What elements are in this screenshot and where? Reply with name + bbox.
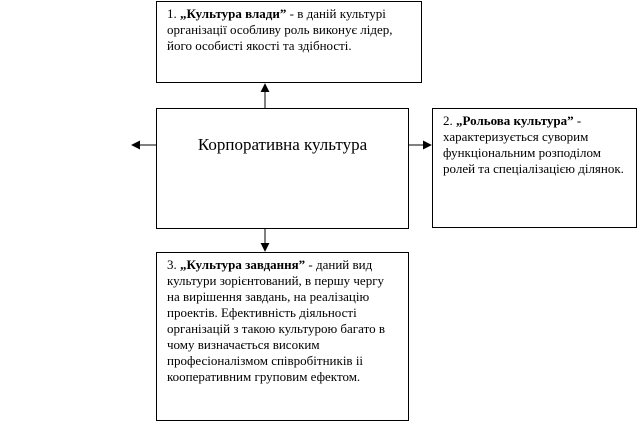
power-culture-title: „Культура влади” [180, 6, 287, 21]
power-culture-number: 1. [167, 6, 177, 21]
power-culture-box [156, 1, 422, 83]
corporate-culture-box [156, 108, 409, 229]
role-culture-text: - характеризується суворим функціональним розподілом ролей та спеціалізацією ділянок. [443, 113, 624, 176]
role-culture-box [432, 108, 637, 228]
task-culture-box [156, 252, 409, 421]
power-culture-text: - в даній культурі організації особливу роль виконує лідер, його особисті якості та здібності. [167, 6, 393, 53]
corporate-culture-label: Корпоративна культура [197, 135, 368, 154]
task-culture-number: 3. [167, 257, 177, 272]
role-culture-title: „Рольова культура” [456, 113, 574, 128]
task-culture-text: - даний вид культури зорієнтований, в першу чергу на вирішення завдань, на реалізацію проектів. Ефективність діяльності організацій з такою культурою багато в чому визначається високим професіоналізмом співробітників іі кооперативним груповим ефектом. [167, 257, 385, 384]
role-culture-number: 2. [443, 113, 453, 128]
task-culture-title: „Культура завдання” [180, 257, 306, 272]
